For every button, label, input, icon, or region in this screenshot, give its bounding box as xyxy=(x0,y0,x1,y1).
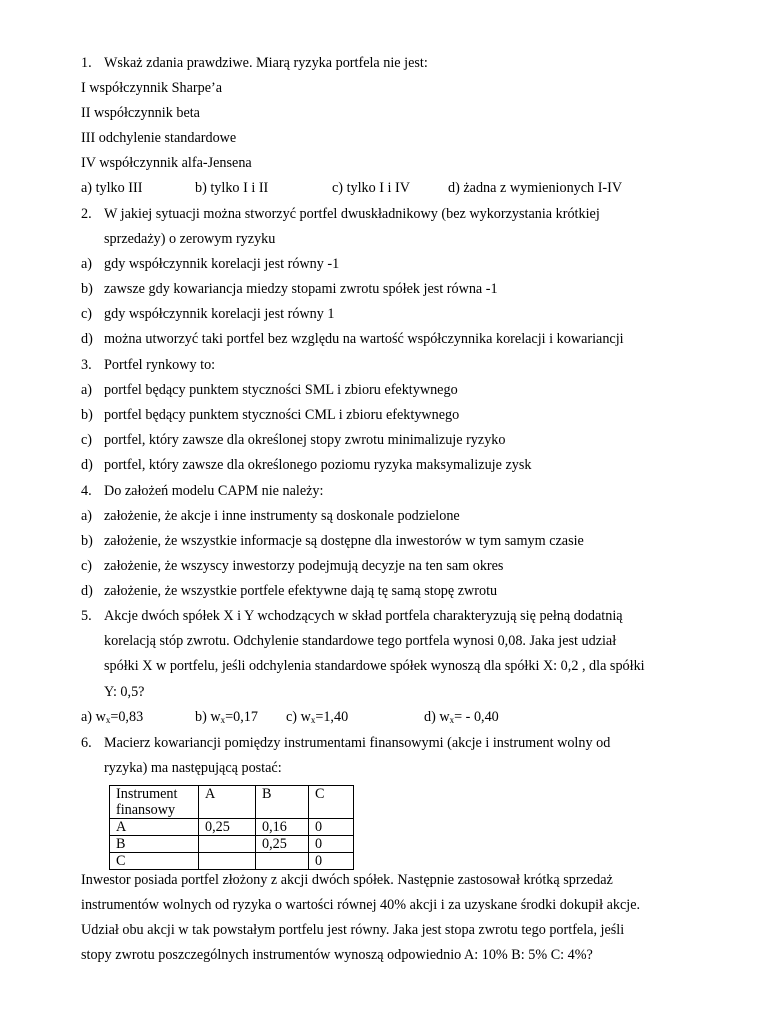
question-number: 1. xyxy=(81,55,92,71)
answer-row xyxy=(0,180,768,197)
question-text: ryzyka) ma następującą postać: xyxy=(104,760,282,776)
table-cell xyxy=(256,853,309,870)
question-number: 2. xyxy=(81,206,92,222)
table-cell xyxy=(199,853,256,870)
question-number: 5. xyxy=(81,608,92,624)
table-row xyxy=(110,853,354,870)
option-letter: d) xyxy=(81,457,93,473)
answer-row xyxy=(0,709,768,726)
table-row xyxy=(110,819,354,836)
table-cell: C xyxy=(110,853,199,870)
answer-option: c) $w_x=1,40$ xyxy=(286,709,349,725)
table-cell: B xyxy=(110,836,199,853)
statement-item: II współczynnik beta xyxy=(81,105,200,121)
table-cell xyxy=(199,836,256,853)
table-header-row xyxy=(110,786,354,819)
option-text: portfel będący punktem styczności SML i zbioru efektywnego xyxy=(104,382,458,398)
answer-option: a) $w_x=0,83$ xyxy=(81,709,144,725)
table-header-cell: B xyxy=(256,786,309,819)
covariance-table xyxy=(109,785,354,870)
question-text: korelacją stóp zwrotu. Odchylenie standardowe tego portfela wynosi 0,08. Jaka jest udział xyxy=(104,633,617,649)
option-letter: d) xyxy=(81,583,93,599)
option-letter: b) xyxy=(81,281,93,297)
answer-option: b) $w_x=0,17$ xyxy=(195,709,258,725)
table-cell: 0 xyxy=(309,819,354,836)
option-letter: a) xyxy=(81,508,93,524)
table-cell: A xyxy=(110,819,199,836)
paragraph-line: Inwestor posiada portfel złożony z akcji dwóch spółek. Następnie zastosował krótką sprzedaż xyxy=(81,872,613,888)
question-number: 6. xyxy=(81,735,92,751)
option-letter: b) xyxy=(81,407,93,423)
question-text: W jakiej sytuacji można stworzyć portfel dwuskładnikowy (bez wykorzystania krótkiej xyxy=(104,206,600,222)
option-text: założenie, że wszyscy inwestorzy podejmują decyzje na ten sam okres xyxy=(104,558,504,574)
option-text: gdy współczynnik korelacji jest równy 1 xyxy=(104,306,335,322)
option-text: portfel, który zawsze dla określonego poziomu ryzyka maksymalizuje zysk xyxy=(104,457,532,473)
answer-option: c) tylko I i IV xyxy=(332,180,411,196)
answer-option: b) tylko I i II xyxy=(195,180,269,196)
question-text: Wskaż zdania prawdziwe. Miarą ryzyka portfela nie jest: xyxy=(104,55,428,71)
question-text: Macierz kowariancji pomiędzy instrumentami finansowymi (akcje i instrument wolny od xyxy=(104,735,611,751)
option-text: gdy współczynnik korelacji jest równy -1 xyxy=(104,256,340,272)
table-cell: 0,16 xyxy=(256,819,309,836)
question-text: Akcje dwóch spółek X i Y wchodzących w skład portfela charakteryzują się pełną dodatnią xyxy=(104,608,623,624)
statement-item: III odchylenie standardowe xyxy=(81,130,237,146)
option-text: założenie, że wszystkie informacje są dostępne dla inwestorów w tym samym czasie xyxy=(104,533,584,549)
table-header-cell: A xyxy=(199,786,256,819)
option-letter: a) xyxy=(81,382,93,398)
table-header-cell: C xyxy=(309,786,354,819)
statement-item: I współczynnik Sharpe’a xyxy=(81,80,223,96)
option-text: zawsze gdy kowariancja miedzy stopami zwrotu spółek jest równa -1 xyxy=(104,281,498,297)
option-text: założenie, że akcje i inne instrumenty są doskonale podzielone xyxy=(104,508,460,524)
option-letter: c) xyxy=(81,558,93,574)
option-text: założenie, że wszystkie portfele efektywne dają tę samą stopę zwrotu xyxy=(104,583,498,599)
question-text: Portfel rynkowy to: xyxy=(104,357,216,373)
question-number: 4. xyxy=(81,483,92,499)
paragraph-line: instrumentów wolnych od ryzyka o wartości równej 40% akcji i za uzyskane środki dokupił akcje. xyxy=(81,897,641,913)
table-cell: 0,25 xyxy=(256,836,309,853)
question-text: Y: 0,5? xyxy=(104,684,145,700)
option-text: można utworzyć taki portfel bez względu na wartość współczynnika korelacji i kowariancji xyxy=(104,331,624,347)
option-letter: b) xyxy=(81,533,93,549)
table-cell: 0 xyxy=(309,836,354,853)
answer-option: a) tylko III xyxy=(81,180,143,196)
table-header-cell: Instrument finansowy xyxy=(110,786,199,819)
question-number: 3. xyxy=(81,357,92,373)
option-letter: c) xyxy=(81,306,93,322)
table-row xyxy=(110,836,354,853)
option-letter: a) xyxy=(81,256,93,272)
answer-option: d) $w_x= - 0,40$ xyxy=(424,709,499,725)
option-letter: c) xyxy=(81,432,93,448)
table-cell: 0,25 xyxy=(199,819,256,836)
question-text: Do założeń modelu CAPM nie należy: xyxy=(104,483,324,499)
table-cell: 0 xyxy=(309,853,354,870)
option-text: portfel, który zawsze dla określonej stopy zwrotu minimalizuje ryzyko xyxy=(104,432,506,448)
question-text: sprzedaży) o zerowym ryzyku xyxy=(104,231,276,247)
statement-item: IV współczynnik alfa-Jensena xyxy=(81,155,252,171)
paragraph-line: stopy zwrotu poszczególnych instrumentów wynoszą odpowiednio A: 10% B: 5% C: 4%? xyxy=(81,947,593,963)
answer-option: d) żadna z wymienionych I-IV xyxy=(448,180,623,196)
paragraph-line: Udział obu akcji w tak powstałym portfelu jest równy. Jaka jest stopa zwrotu tego portfela, jeśli xyxy=(81,922,625,938)
option-text: portfel będący punktem styczności CML i zbioru efektywnego xyxy=(104,407,460,423)
question-text: spółki X w portfelu, jeśli odchylenia standardowe spółek wynoszą dla spółki X: 0,2 , dla spółki xyxy=(104,658,645,674)
option-letter: d) xyxy=(81,331,93,347)
